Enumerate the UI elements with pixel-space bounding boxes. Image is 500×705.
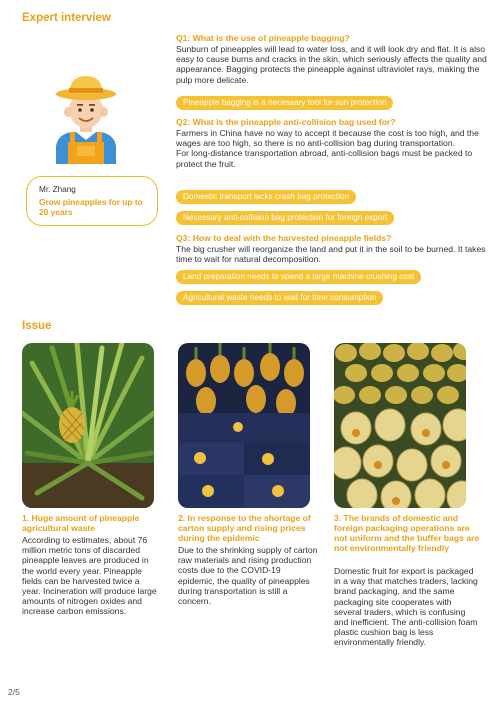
pineapple-field-photo: [22, 343, 154, 508]
answer-3: The big crusher will reorganize the land and put it in the soil to be burned. It takes time to wait for natural decomposition.: [176, 244, 486, 265]
question-3: Q3: How to deal with the harvested pineapple fields?: [176, 233, 392, 243]
question-2: Q2: What is the pineapple anti-collision bag used for?: [176, 117, 396, 127]
issue-section-title: Issue: [22, 320, 52, 332]
tag-q2-1: Domestic transport lacks crash bag protection: [176, 190, 356, 204]
issue-2-title: 2. In response to the shortage of carton supply and rising prices during the epidemic: [178, 513, 311, 543]
tag-q2-2: Necessary anti-collision bag protection for foreign export: [176, 211, 394, 225]
expert-card: [26, 176, 158, 226]
question-1: Q1: What is the use of pineapple bagging?: [176, 33, 350, 43]
bagged-pineapples-photo: [334, 343, 466, 508]
issue-3-title: 3. The brands of domestic and foreign packaging operations are not uniform and the buffer bags are not environmentally friendly: [334, 513, 480, 553]
page-number: 2/5: [8, 687, 20, 697]
tag-q3-2: Agricultural waste needs to wait for time consumption: [176, 291, 383, 305]
answer-2: Farmers in China have no way to accept it because the cost is too high, and the wages are too high, so there is no anti-collision bag during transportation. For long-distance transportation abroad, anti-collision bags must be packed to protect the fruit.: [176, 128, 479, 169]
tag-q1-1: Pineapple bagging is a necessary tool for sun protection: [176, 96, 393, 110]
expert-name: Mr. Zhang: [39, 185, 76, 194]
pineapple-cartons-photo: [178, 343, 310, 508]
issue-2-body: Due to the shrinking supply of carton raw materials and rising production costs due to the COVID-19 epidemic, the quality of pineapples during transportation is still a concern.: [178, 545, 318, 607]
expert-subtitle: Grow pineapples for up to 20 years: [39, 197, 143, 217]
issue-1-body: According to estimates, about 76 million metric tons of discarded pineapple leaves are produced in the world every year. Pineapple fields can be harvested twice a year. Incineration will produce large amounts of nitrogen oxides and increase carbon emissions.: [22, 535, 157, 617]
tag-q3-1: Land preparation needs to spend a large machine crushing cost: [176, 270, 421, 284]
answer-1: Sunburn of pineapples will lead to water loss, and it will look dry and flat. It is also easy to cause burns and cracks in the skin, which seriously affects the quality and appearance. Bagging protects the pineapple against ultraviolet rays, making the pulp more delicate.: [176, 44, 487, 85]
issue-1-title: 1. Huge amount of pineapple agricultural waste: [22, 513, 140, 533]
issue-3-body: Domestic fruit for export is packaged in a way that matches traders, lacking brand packaging, and the same packaging site cooperates with several traders, which is confusing and inefficient. The anti-collision foam plastic cushion bag is less environmentally friendly.: [334, 566, 478, 648]
farmer-avatar-icon: [46, 70, 126, 164]
expert-section-title: Expert interview: [22, 12, 111, 24]
